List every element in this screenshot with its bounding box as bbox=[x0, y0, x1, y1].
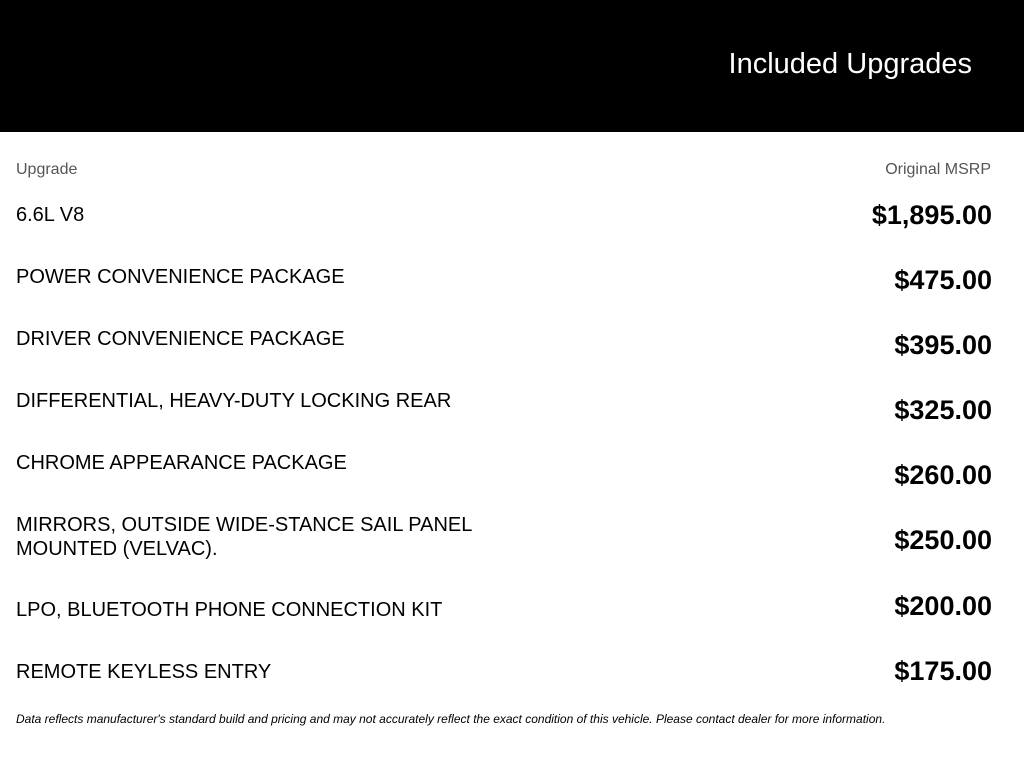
upgrade-name: 6.6L V8 bbox=[16, 204, 85, 226]
upgrade-name: LPO, BLUETOOTH PHONE CONNECTION KIT bbox=[16, 599, 443, 621]
upgrade-price: $200.00 bbox=[894, 591, 992, 621]
upgrade-name: REMOTE KEYLESS ENTRY bbox=[16, 661, 272, 683]
page-title: Included Upgrades bbox=[728, 48, 972, 80]
upgrade-name: CHROME APPEARANCE PACKAGE bbox=[16, 452, 347, 474]
upgrade-name: DIFFERENTIAL, HEAVY-DUTY LOCKING REAR bbox=[16, 390, 452, 412]
disclaimer-text: Data reflects manufacturer's standard build and pricing and may not accurately reflect the exact condition of this vehicle. Please contact dealer for more information. bbox=[16, 712, 886, 726]
upgrade-price: $1,895.00 bbox=[871, 200, 992, 230]
upgrade-name: POWER CONVENIENCE PACKAGE bbox=[16, 266, 345, 288]
upgrade-price: $260.00 bbox=[894, 460, 992, 490]
upgrade-price: $175.00 bbox=[894, 656, 992, 686]
upgrade-price: $475.00 bbox=[894, 265, 992, 295]
upgrade-name: DRIVER CONVENIENCE PACKAGE bbox=[16, 328, 345, 350]
upgrade-price: $325.00 bbox=[894, 395, 992, 425]
upgrade-name: MIRRORS, OUTSIDE WIDE-STANCE SAIL PANEL MOUNTED (VELVAC). bbox=[16, 514, 472, 560]
column-header-upgrade: Upgrade bbox=[16, 161, 78, 178]
upgrade-price: $395.00 bbox=[894, 330, 992, 360]
header-banner bbox=[0, 0, 1024, 132]
column-header-msrp: Original MSRP bbox=[885, 161, 991, 178]
upgrade-price: $250.00 bbox=[894, 525, 992, 555]
